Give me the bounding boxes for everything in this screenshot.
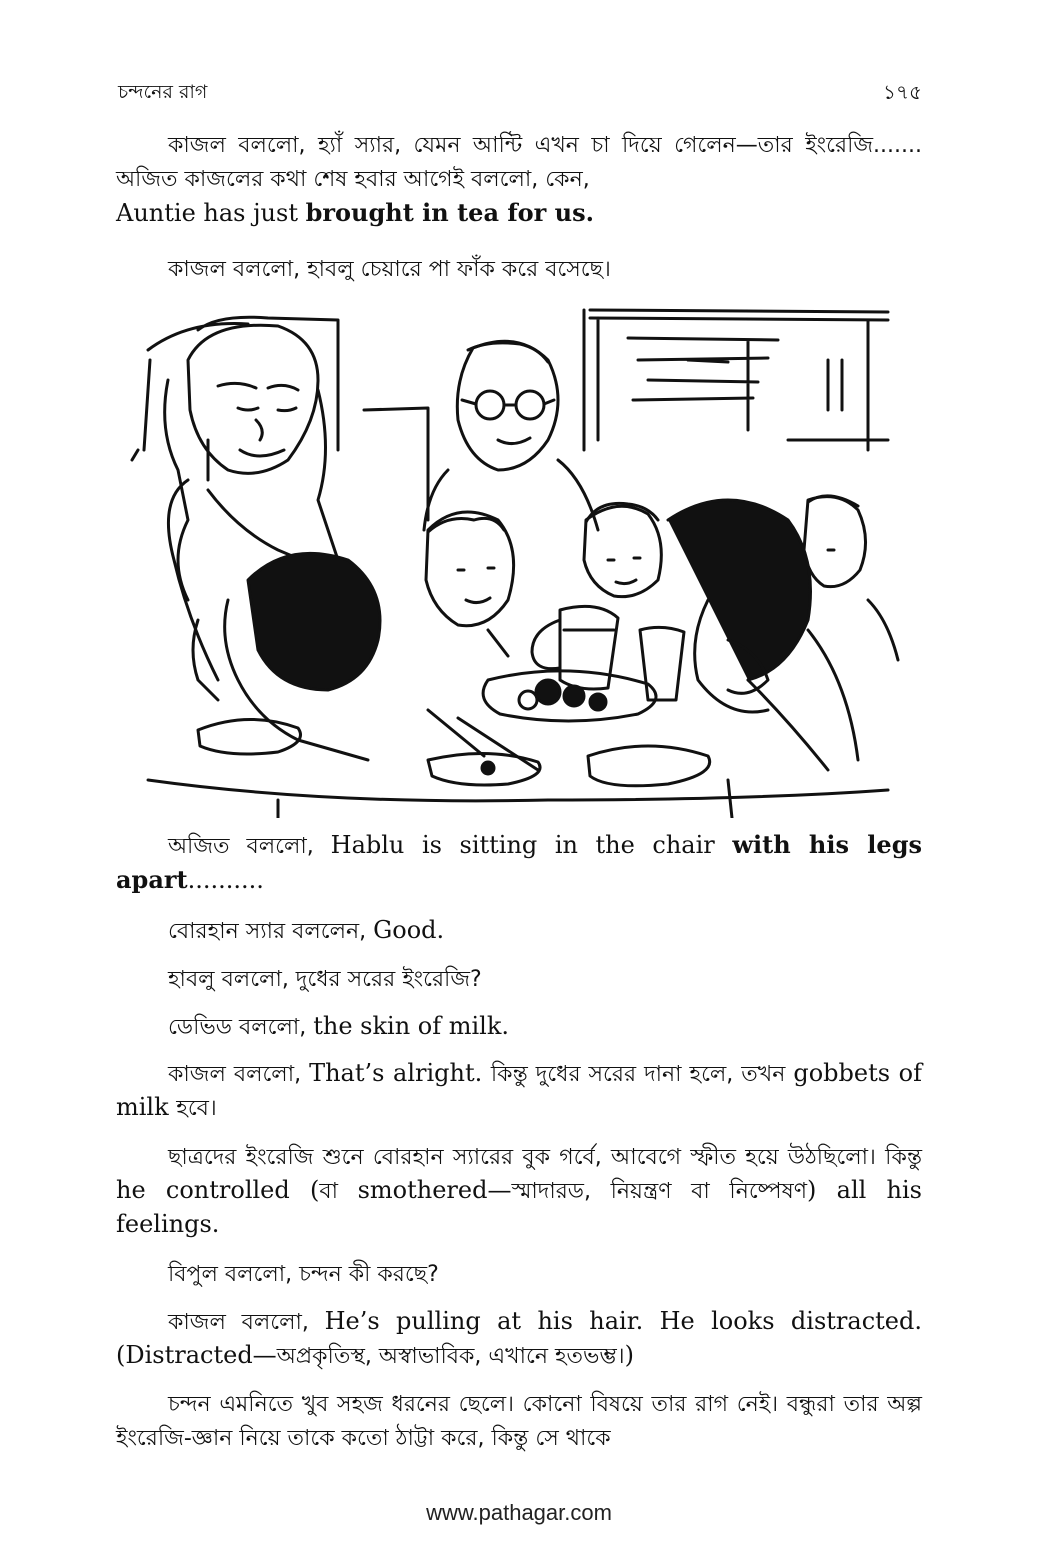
paragraph bbox=[116, 1257, 922, 1291]
paragraph bbox=[116, 1140, 922, 1241]
paragraph-text: হাবলু বললো, দুধের সরের ইংরেজি? bbox=[168, 967, 482, 992]
paragraph bbox=[116, 252, 922, 286]
paragraph-text: চন্দন এমনিতে খুব সহজ ধরনের ছেলে। কোনো বিষয়ে তার রাগ নেই। বন্ধুরা তার অল্প ইংরেজি-জ্ঞান নিয়ে তাকে কতো ঠাট্টা করে, কিন্তু সে থাকে bbox=[116, 1392, 922, 1451]
paragraph bbox=[116, 128, 922, 230]
paragraph-text: gobbets of milk bbox=[116, 1059, 923, 1121]
paragraph-text: Auntie has just bbox=[116, 199, 306, 227]
bold-phrase: brought in tea for us. bbox=[305, 198, 594, 227]
paragraph-text: Good. bbox=[373, 916, 445, 944]
bold-phrase: with his legs apart bbox=[116, 830, 922, 894]
page-number: ১৭৫ bbox=[883, 80, 922, 104]
paragraph-text: কাজল বললো, হ্যাঁ স্যার, যেমন আন্টি এখন চা দিয়ে গেলেন—তার ইংরেজি....... অজিত কাজলের কথা শেষ হবার আগেই বললো, কেন, bbox=[116, 133, 922, 192]
paragraph-text: বিপুল বললো, চন্দন কী করছে? bbox=[168, 1262, 439, 1287]
footer-url: www.pathagar.com bbox=[426, 1500, 612, 1525]
paragraph-text: বা bbox=[319, 1179, 358, 1204]
paragraph-text: অজিত বললো, bbox=[168, 834, 331, 859]
paragraph-text: কাজল বললো, bbox=[168, 1310, 325, 1335]
paragraph-text: ) all his feelings. bbox=[116, 1176, 922, 1238]
paragraph bbox=[116, 962, 922, 996]
paragraph bbox=[116, 914, 922, 948]
paragraph bbox=[116, 1057, 922, 1125]
paragraph-text: Hablu is sitting in the chair bbox=[330, 831, 733, 859]
paragraph-text: অপ্রকৃতিস্থ, অস্বাভাবিক, এখানে হতভম্ভ। bbox=[276, 1344, 625, 1369]
paragraph-text: he controlled ( bbox=[116, 1176, 320, 1204]
paragraph-text: ডেভিড বললো, bbox=[168, 1015, 314, 1040]
paragraph-text: That’s alright. bbox=[309, 1059, 491, 1087]
paragraph-text: কাজল বললো, bbox=[168, 1062, 310, 1087]
paragraph-text: হবে। bbox=[176, 1096, 217, 1121]
paragraph-text: বোরহান স্যার বললেন, bbox=[168, 919, 374, 944]
paragraph bbox=[116, 1010, 922, 1044]
paragraph-text: .......... bbox=[187, 866, 264, 894]
paragraph-text: ছাত্রদের ইংরেজি শুনে বোরহান স্যারের বুক গর্বে, আবেগে স্ফীত হয়ে উঠছিলো। কিন্তু bbox=[168, 1145, 922, 1170]
paragraph-text: ) bbox=[624, 1341, 635, 1369]
paragraph-text: the skin of milk. bbox=[313, 1012, 510, 1040]
family-tea-illustration bbox=[128, 300, 908, 818]
paragraph-text: কাজল বললো, হাবলু চেয়ারে পা ফাঁক করে বসেছে। bbox=[168, 257, 611, 282]
paragraph-text: smothered— bbox=[357, 1176, 512, 1204]
paragraph bbox=[116, 1387, 922, 1455]
page-header bbox=[118, 78, 922, 110]
running-title: চন্দনের রাগ bbox=[118, 81, 208, 103]
paragraph bbox=[116, 1305, 922, 1373]
paragraph bbox=[116, 828, 922, 897]
paragraph-text: স্মাদারড, নিয়ন্ত্রণ বা নিষ্পেষণ bbox=[511, 1179, 808, 1204]
paragraph-text: কিন্তু দুধের সরের দানা হলে, তখন bbox=[490, 1062, 794, 1087]
paragraph-text: He’s pulling at his hair. He looks distracted. (Distracted— bbox=[116, 1307, 922, 1369]
